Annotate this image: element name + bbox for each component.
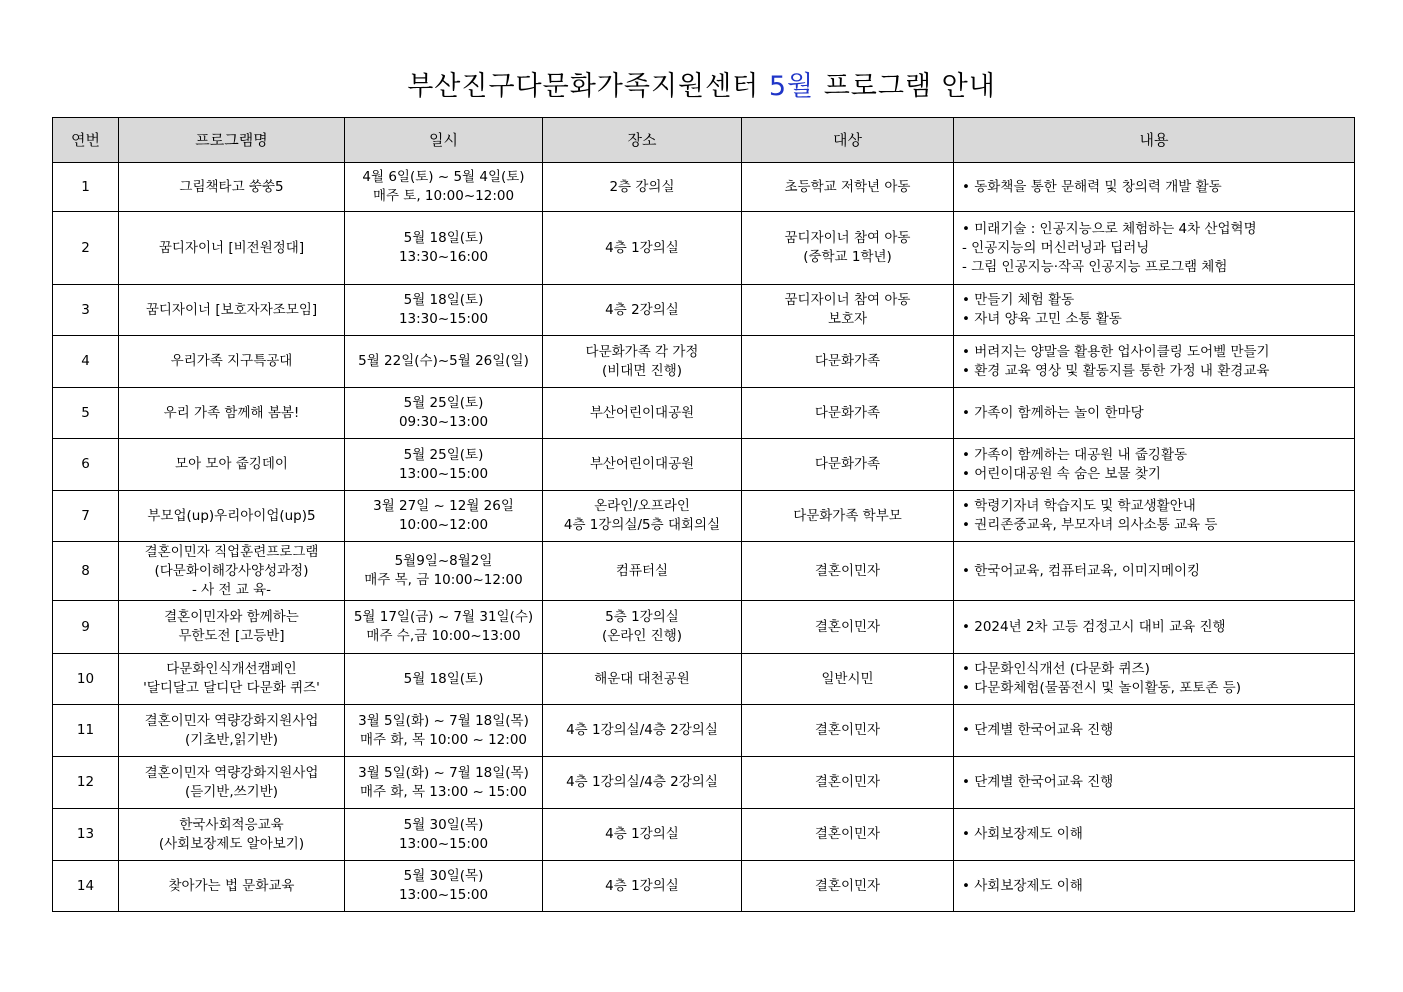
cell-place (543, 705, 742, 757)
table-row (53, 491, 1355, 542)
cell-target-line: 일반시민 (821, 670, 874, 687)
table-row (53, 285, 1355, 336)
cell-target (742, 601, 954, 654)
cell-datetime (345, 491, 543, 542)
cell-program-line: 꿈디자이너 [보호자자조모임] (145, 301, 318, 318)
table-row (53, 601, 1355, 654)
cell-content-line: • 미래기술 : 인공지능으로 체험하는 4차 산업혁명 (962, 220, 1257, 237)
cell-content (954, 285, 1355, 336)
cell-datetime-line: 13:30~15:00 (398, 311, 489, 327)
cell-no: 7 (53, 491, 119, 542)
cell-program (119, 388, 345, 439)
cell-program-line: 결혼이민자와 함께하는 (164, 609, 299, 625)
cell-program (119, 542, 345, 601)
cell-program-line: 우리가족 지구특공대 (170, 353, 293, 369)
cell-datetime-line: 3월 27일 ~ 12월 26일 (373, 498, 514, 514)
cell-datetime-line: 13:00~15:00 (398, 835, 489, 852)
cell-program-line: 부모업(up)우리아이업(up)5 (147, 507, 316, 524)
cell-datetime (345, 654, 543, 705)
cell-target-line: 결혼이민자 (814, 877, 881, 894)
cell-datetime (345, 163, 543, 212)
cell-content (954, 654, 1355, 705)
cell-content-line: • 다문화체험(물품전시 및 놀이활동, 포토존 등) (962, 680, 1241, 696)
table-row (53, 163, 1355, 212)
cell-program (119, 336, 345, 388)
cell-target (742, 542, 954, 601)
cell-datetime-line: 5월 30일(목) (403, 816, 484, 833)
cell-no: 1 (53, 163, 119, 212)
cell-content-line: • 다문화인식개선 (다문화 퀴즈) (962, 661, 1150, 677)
cell-place (543, 542, 742, 601)
cell-datetime (345, 705, 543, 757)
cell-target-line: 결혼이민자 (814, 722, 881, 738)
cell-content (954, 705, 1355, 757)
program-table (52, 117, 1355, 912)
cell-datetime-line: 5월 18일(토) (403, 230, 484, 246)
cell-place-line: 4층 1강의실 (605, 239, 679, 256)
table-row (53, 542, 1355, 601)
cell-datetime-line: 10:00~12:00 (398, 517, 489, 533)
cell-content (954, 163, 1355, 212)
title-suffix: 프로그램 안내 (814, 71, 996, 102)
cell-no: 10 (53, 654, 119, 705)
cell-content-line: - 그림 인공지능·작곡 인공지능 프로그램 체험 (962, 258, 1228, 275)
cell-no: 4 (53, 336, 119, 388)
cell-no: 13 (53, 809, 119, 861)
cell-program-line: 다문화인식개선캠페인 (166, 661, 297, 677)
cell-datetime-line: 3월 5일(화) ~ 7월 18일(목) (358, 764, 529, 781)
cell-datetime (345, 809, 543, 861)
cell-place-line: 다문화가족 각 가정 (585, 343, 699, 360)
cell-place (543, 757, 742, 809)
cell-target-line: 다문화가족 (814, 404, 881, 421)
cell-datetime (345, 285, 543, 336)
cell-datetime-line: 매주 화, 목 10:00 ~ 12:00 (359, 731, 528, 748)
cell-target (742, 861, 954, 912)
cell-content-line: • 환경 교육 영상 및 활동지를 통한 가정 내 환경교육 (962, 362, 1270, 379)
cell-content (954, 542, 1355, 601)
cell-content (954, 212, 1355, 285)
cell-place-line: 4층 1강의실 (605, 877, 679, 894)
cell-datetime-line: 매주 토, 10:00~12:00 (372, 188, 515, 204)
table-row (53, 336, 1355, 388)
cell-place (543, 654, 742, 705)
table-row (53, 439, 1355, 491)
cell-content-line: • 만들기 체험 활동 (962, 292, 1075, 308)
cell-program (119, 654, 345, 705)
cell-place-line: 부산어린이대공원 (589, 456, 695, 472)
cell-place (543, 163, 742, 212)
cell-program (119, 601, 345, 654)
cell-datetime (345, 542, 543, 601)
cell-place-line: 4층 2강의실 (605, 301, 679, 318)
cell-datetime-line: 5월 17일(금) ~ 7월 31일(수) (353, 609, 534, 625)
cell-program-line: '달디달고 달디단 다문화 퀴즈' (143, 680, 320, 696)
cell-target (742, 654, 954, 705)
cell-datetime (345, 439, 543, 491)
title-prefix: 부산진구다문화가족지원센터 (407, 71, 769, 102)
table-body (53, 163, 1355, 912)
cell-datetime-line: 매주 화, 목 13:00 ~ 15:00 (359, 783, 528, 800)
cell-target (742, 285, 954, 336)
cell-content-line: • 사회보장제도 이해 (962, 877, 1083, 894)
column-header-program: 프로그램명 (119, 118, 345, 163)
column-header-place: 장소 (543, 118, 742, 163)
cell-datetime-line: 13:00~15:00 (398, 465, 489, 482)
cell-target (742, 336, 954, 388)
cell-content-line: • 사회보장제도 이해 (962, 826, 1083, 842)
cell-program (119, 809, 345, 861)
cell-datetime (345, 757, 543, 809)
cell-place (543, 601, 742, 654)
column-header-no: 연번 (53, 118, 119, 163)
table-row (53, 809, 1355, 861)
cell-program-line: 한국사회적응교육 (179, 816, 284, 833)
cell-target-line: (중학교 1학년) (803, 249, 892, 265)
cell-place-line: 5층 1강의실 (605, 609, 679, 625)
cell-target-line: 다문화가족 (814, 456, 881, 472)
cell-program-line: 찾아가는 법 문화교육 (168, 877, 295, 894)
cell-target-line: 다문화가족 학부모 (793, 507, 902, 524)
cell-place (543, 439, 742, 491)
cell-place (543, 336, 742, 388)
cell-datetime (345, 601, 543, 654)
cell-content (954, 601, 1355, 654)
cell-place-line: 컴퓨터실 (615, 562, 669, 579)
cell-content-line: • 가족이 함께하는 놀이 한마당 (962, 404, 1144, 421)
cell-content-line: • 학령기자녀 학습지도 및 학교생활안내 (962, 498, 1196, 514)
cell-no: 9 (53, 601, 119, 654)
cell-content-line: • 어린이대공원 속 숨은 보물 찾기 (962, 465, 1161, 482)
cell-no: 14 (53, 861, 119, 912)
cell-place (543, 491, 742, 542)
table-row (53, 212, 1355, 285)
cell-target-line: 다문화가족 (814, 353, 881, 369)
cell-datetime-line: 3월 5일(화) ~ 7월 18일(목) (358, 712, 529, 729)
cell-content-line: • 동화책을 통한 문해력 및 창의력 개발 활동 (962, 178, 1222, 195)
cell-program-line: 결혼이민자 직업훈련프로그램 (144, 543, 319, 560)
cell-target-line: 꿈디자이너 참여 아동 (784, 292, 911, 308)
cell-no: 6 (53, 439, 119, 491)
cell-program-line: 꿈디자이너 [비전원정대] (158, 239, 305, 256)
cell-content (954, 336, 1355, 388)
cell-content (954, 388, 1355, 439)
cell-content-line: - 인공지능의 머신러닝과 딥러닝 (962, 239, 1150, 256)
cell-datetime (345, 388, 543, 439)
cell-target (742, 705, 954, 757)
cell-program-line: - 사 전 교 육- (191, 581, 272, 598)
cell-place (543, 285, 742, 336)
cell-content-line: • 단계별 한국어교육 진행 (962, 722, 1114, 738)
cell-datetime (345, 861, 543, 912)
cell-datetime-line: 매주 목, 금 10:00~12:00 (364, 572, 523, 588)
cell-target (742, 757, 954, 809)
cell-target-line: 보호자 (827, 311, 868, 327)
cell-content (954, 439, 1355, 491)
cell-place-line: 4층 1강의실/4층 2강의실 (566, 774, 718, 790)
cell-no: 5 (53, 388, 119, 439)
cell-program-line: 모아 모아 줍깅데이 (175, 456, 288, 472)
cell-content-line: • 한국어교육, 컴퓨터교육, 이미지메이킹 (962, 562, 1201, 579)
table-row (53, 757, 1355, 809)
cell-target (742, 809, 954, 861)
cell-content-line: • 가족이 함께하는 대공원 내 줍깅활동 (962, 446, 1188, 463)
cell-target-line: 꿈디자이너 참여 아동 (784, 230, 911, 246)
cell-target (742, 212, 954, 285)
cell-datetime-line: 5월 30일(목) (403, 868, 484, 884)
cell-place-line: 4층 1강의실/4층 2강의실 (566, 722, 718, 738)
cell-place-line: (온라인 진행) (601, 628, 683, 644)
page-title (0, 64, 1403, 103)
cell-program-line: (다문화이해강사양성과정) (154, 562, 309, 579)
cell-program-line: 결혼이민자 역량강화지원사업 (144, 764, 319, 781)
cell-place-line: 4층 1강의실 (605, 826, 679, 842)
cell-no: 8 (53, 542, 119, 601)
cell-target (742, 388, 954, 439)
cell-datetime-line: 09:30~13:00 (398, 414, 489, 430)
table-row (53, 705, 1355, 757)
cell-target-line: 초등학교 저학년 아동 (784, 178, 911, 195)
cell-datetime-line: 5월 25일(토) (403, 395, 484, 411)
cell-datetime-line: 4월 6일(토) ~ 5월 4일(토) (362, 169, 525, 185)
cell-target (742, 163, 954, 212)
cell-program (119, 491, 345, 542)
cell-program-line: 우리 가족 함께해 봄봄! (163, 404, 300, 421)
cell-datetime-line: 13:30~16:00 (398, 249, 489, 265)
cell-program (119, 212, 345, 285)
cell-content-line: • 권리존중교육, 부모자녀 의사소통 교육 등 (962, 517, 1218, 533)
cell-content-line: • 버려지는 양말을 활용한 업사이클링 도어벨 만들기 (962, 343, 1270, 360)
cell-program-line: 무한도전 [고등반] (178, 628, 285, 644)
cell-datetime (345, 212, 543, 285)
column-header-content: 내용 (954, 118, 1355, 163)
cell-program (119, 705, 345, 757)
cell-place (543, 212, 742, 285)
cell-no: 12 (53, 757, 119, 809)
cell-content (954, 491, 1355, 542)
cell-datetime (345, 336, 543, 388)
cell-datetime-line: 5월9일~8월2일 (394, 553, 493, 569)
cell-target-line: 결혼이민자 (814, 774, 881, 790)
cell-place-line: 2층 강의실 (609, 178, 675, 195)
cell-content (954, 861, 1355, 912)
table-row (53, 654, 1355, 705)
cell-program (119, 285, 345, 336)
cell-target (742, 439, 954, 491)
cell-place (543, 861, 742, 912)
cell-program-line: 그림책타고 쑹쑹5 (179, 178, 284, 195)
cell-content (954, 809, 1355, 861)
cell-place-line: 해운대 대천공원 (594, 670, 690, 687)
column-header-datetime: 일시 (345, 118, 543, 163)
cell-datetime-line: 5월 25일(토) (403, 446, 484, 463)
cell-content (954, 757, 1355, 809)
cell-program-line: 결혼이민자 역량강화지원사업 (144, 712, 319, 729)
cell-program (119, 861, 345, 912)
cell-program-line: (사회보장제도 알아보기) (158, 835, 305, 852)
cell-target-line: 결혼이민자 (814, 562, 881, 579)
title-month: 5월 (768, 71, 815, 102)
cell-content-line: • 자녀 양육 고민 소통 활동 (962, 311, 1122, 327)
cell-datetime-line: 5월 18일(토) (403, 292, 484, 308)
cell-datetime-line: 5월 18일(토) (403, 670, 484, 687)
cell-place (543, 809, 742, 861)
table-row (53, 861, 1355, 912)
cell-program (119, 163, 345, 212)
cell-place-line: 4층 1강의실/5층 대회의실 (563, 517, 721, 533)
cell-content-line: • 2024년 2차 고등 검정고시 대비 교육 진행 (962, 618, 1226, 635)
cell-datetime-line: 매주 수,금 10:00~13:00 (366, 628, 521, 644)
cell-datetime-line: 13:00~15:00 (398, 887, 489, 903)
cell-place-line: (비대면 진행) (601, 362, 683, 379)
column-header-target: 대상 (742, 118, 954, 163)
cell-no: 11 (53, 705, 119, 757)
cell-place-line: 부산어린이대공원 (589, 404, 695, 421)
cell-target (742, 491, 954, 542)
cell-no: 3 (53, 285, 119, 336)
table-header-row (53, 118, 1355, 163)
table-row (53, 388, 1355, 439)
cell-program-line: (듣기반,쓰기반) (184, 783, 279, 800)
cell-program (119, 439, 345, 491)
cell-target-line: 결혼이민자 (814, 618, 881, 635)
cell-place-line: 온라인/오프라인 (594, 498, 690, 514)
cell-place (543, 388, 742, 439)
cell-program (119, 757, 345, 809)
cell-datetime-line: 5월 22일(수)~5월 26일(일) (358, 353, 529, 369)
cell-no: 2 (53, 212, 119, 285)
cell-target-line: 결혼이민자 (814, 826, 881, 842)
cell-content-line: • 단계별 한국어교육 진행 (962, 774, 1114, 790)
cell-program-line: (기초반,읽기반) (184, 731, 279, 748)
